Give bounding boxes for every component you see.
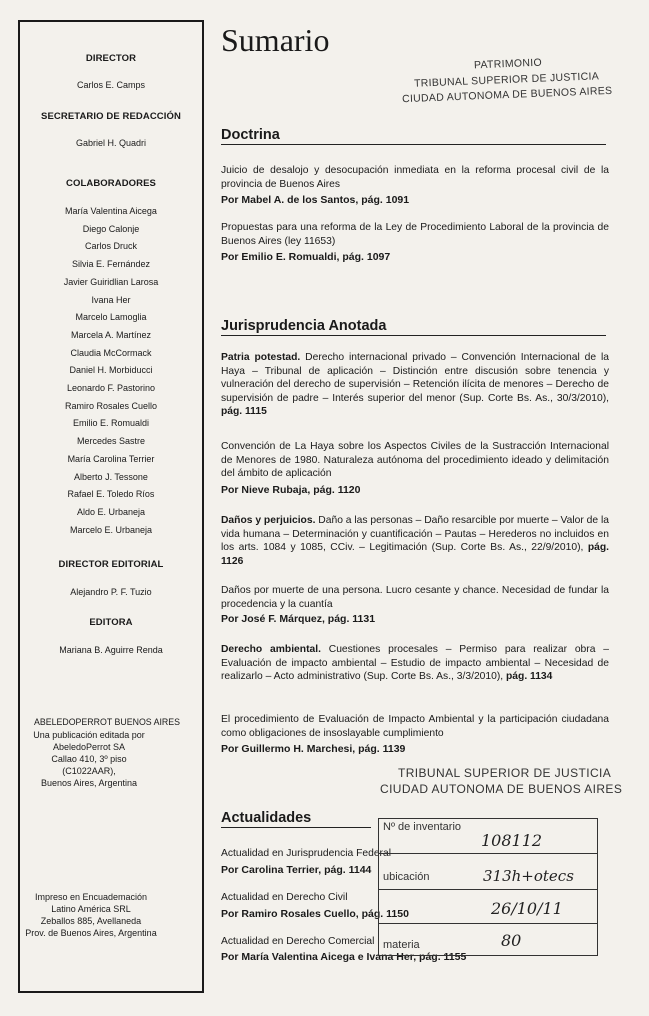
article-author: Por Nieve Rubaja, pág. 1120 [221, 484, 361, 496]
case-page: pág. 1126 [221, 542, 609, 567]
article-title: Daños por muerte de una persona. Lucro cesante y chance. Necesidad de fundar la procedencia y la cuantía [221, 585, 609, 610]
article-author: Por Mabel A. de los Santos, pág. 1091 [221, 194, 410, 206]
colaborador-name: Diego Calonje [82, 223, 140, 234]
colaborador-name: Alberto J. Tessone [74, 471, 148, 482]
article-author: Por Guillermo H. Marchesi, pág. 1139 [221, 743, 406, 755]
section-heading-actualidades: Actualidades [221, 810, 371, 828]
subject-value: 80 [501, 931, 522, 950]
stamp-divider [379, 853, 597, 854]
case-page: pág. 1134 [506, 671, 553, 682]
stamp-divider [379, 923, 597, 924]
colaborador-name: Javier Guiridlian Larosa [63, 276, 159, 287]
date-value: 26/10/11 [491, 899, 563, 918]
case-summary [221, 643, 609, 684]
article-author: Por José F. Márquez, pág. 1131 [221, 613, 376, 625]
article-author: Por Ramiro Rosales Cuello, pág. 1150 [221, 908, 409, 920]
case-text: Daño a las personas – Daño resarcible por muerte – Valor de la vida humana – Determinación y cuantificación – Pautas – Herederos no incluidos en los arts. 1084 y 1085, CCiv. – Legitimación (Sup. Corte Bs. As., 22/9/2010), [221, 515, 609, 553]
case-lead: Derecho ambiental. [221, 644, 321, 655]
printer-line: Impreso en Encuademación [34, 892, 148, 902]
printer-line: Latino América SRL [51, 904, 131, 914]
stamp-line: TRIBUNAL SUPERIOR DE JUSTICIA [413, 70, 600, 90]
article-title: Propuestas para una reforma de la Ley de Procedimiento Laboral de la provincia de Buenos Aires (ley 11653) [221, 222, 609, 247]
publisher-line: Buenos Aires, Argentina [40, 778, 138, 788]
article-author: Por Emilio E. Romualdi, pág. 1097 [221, 251, 391, 263]
publisher-line: (C1022AAR), [62, 766, 116, 776]
colaborador-name: Marcelo E. Urbaneja [69, 524, 153, 535]
page-title: Sumario [221, 22, 330, 58]
colaborador-name: Claudia McCormack [70, 347, 152, 358]
director-name: Carlos E. Camps [76, 80, 146, 90]
case-summary [221, 351, 609, 419]
stamp-label: Nº de inventario [383, 821, 462, 833]
publisher-line: AbeledoPerrot SA [52, 742, 126, 752]
masthead-sidebar [18, 20, 204, 993]
colaborador-name: Aldo E. Urbaneja [76, 506, 146, 517]
stamp-divider [379, 889, 597, 890]
colaboradores-label: COLABORADORES [66, 178, 156, 189]
publisher-line: Callao 410, 3º piso [51, 754, 127, 764]
case-page: pág. 1115 [221, 406, 267, 417]
article-title: El procedimiento de Evaluación de Impacto Ambiental y la participación ciudadana como obligaciones de insoslayable cumplimiento [221, 714, 609, 739]
secretario-label: SECRETARIO DE REDACCIÓN [41, 111, 181, 122]
colaborador-name: Mercedes Sastre [76, 436, 146, 447]
article-title: Actualidad en Derecho Comercial [221, 936, 375, 947]
article-title: Actualidad en Derecho Civil [221, 892, 348, 903]
case-lead: Daños y perjuicios. [221, 515, 316, 526]
inventory-number: 108112 [481, 831, 543, 850]
article-title: Juicio de desalojo y desocupación inmediata en la reforma procesal civil de la provincia de Buenos Aires [221, 165, 609, 190]
colaborador-name: Silvia E. Fernández [71, 259, 151, 270]
stamp-line: CIUDAD AUTONOMA DE BUENOS AIRES [380, 782, 623, 796]
section-heading-doctrina: Doctrina [221, 127, 606, 145]
editora-name: Mariana B. Aguirre Renda [59, 645, 163, 655]
article-title: Actualidad en Jurisprudencia Federal [221, 848, 391, 859]
secretario-name: Gabriel H. Quadri [75, 138, 147, 148]
editora-label: EDITORA [89, 617, 133, 628]
stamp-line: CIUDAD AUTONOMA DE BUENOS AIRES [401, 84, 613, 106]
article-author: Por María Valentina Aicega e Ivana Her, pág. 1155 [221, 951, 467, 963]
colaborador-name: Marcela A. Martínez [70, 329, 152, 340]
article-author: Por Carolina Terrier, pág. 1144 [221, 864, 372, 876]
colaborador-name: María Carolina Terrier [67, 453, 155, 464]
stamp-label: materia [383, 939, 420, 951]
article-title: Convención de La Haya sobre los Aspectos Civiles de la Sustracción Internacional de Menores de 1980. Naturaleza autónoma del procedimiento ideado y delimitación del ámbito de aplicación [221, 441, 609, 479]
publisher-name: ABELEDOPERROT BUENOS AIRES [34, 717, 181, 727]
colaborador-name: María Valentina Aicega [65, 206, 157, 216]
publisher-line: Una publicación editada por [33, 730, 145, 740]
colaborador-name: Ramiro Rosales Cuello [64, 400, 158, 411]
case-text: Cuestiones procesales – Permiso para realizar obra – Evaluación de impacto ambiental – Estudio de impacto ambiental – Necesidad de realizarlo – Acto administrativo (Sup. Corte Bs. As., 3/3/2010), [221, 644, 609, 682]
location-value: 313h+otecs [483, 867, 574, 885]
stamp-line: PATRIMONIO [473, 56, 543, 72]
colaborador-name: Daniel H. Morbiducci [69, 365, 153, 376]
colaborador-name: Emilio E. Romualdi [72, 418, 150, 429]
colaborador-name: Leonardo F. Pastorino [66, 383, 156, 393]
colaborador-name: Marcelo Lamoglia [75, 312, 147, 323]
director-label: DIRECTOR [85, 53, 137, 64]
printer-line: Zeballos 885, Avellaneda [40, 916, 142, 926]
colaborador-name: Ivana Her [91, 294, 131, 305]
director-editorial-name: Alejandro P. F. Tuzio [70, 587, 152, 597]
colaborador-name: Carlos Druck [84, 241, 137, 252]
stamp-line: TRIBUNAL SUPERIOR DE JUSTICIA [398, 766, 612, 780]
director-editorial-label: DIRECTOR EDITORIAL [58, 559, 164, 570]
colaborador-name: Rafael E. Toledo Ríos [67, 489, 155, 500]
case-lead: Patria potestad. [221, 352, 301, 363]
stamp-label: ubicación [383, 871, 430, 883]
printer-line: Prov. de Buenos Aires, Argentina [25, 928, 157, 938]
inventory-stamp [378, 818, 598, 956]
section-heading-jurisprudencia: Jurisprudencia Anotada [221, 318, 606, 336]
case-summary [221, 514, 609, 568]
case-text: Derecho internacional privado – Convención Internacional de la Haya – Tribunal de aplicación – Distinción entre discusión sobre tenencia y vulneración del derecho de supervisión – Retención ilícita de menores – Derecho de supervisión de padre – Interés superior del menor (Sup. Corte Bs. As., 30/3/2010), [221, 352, 609, 404]
